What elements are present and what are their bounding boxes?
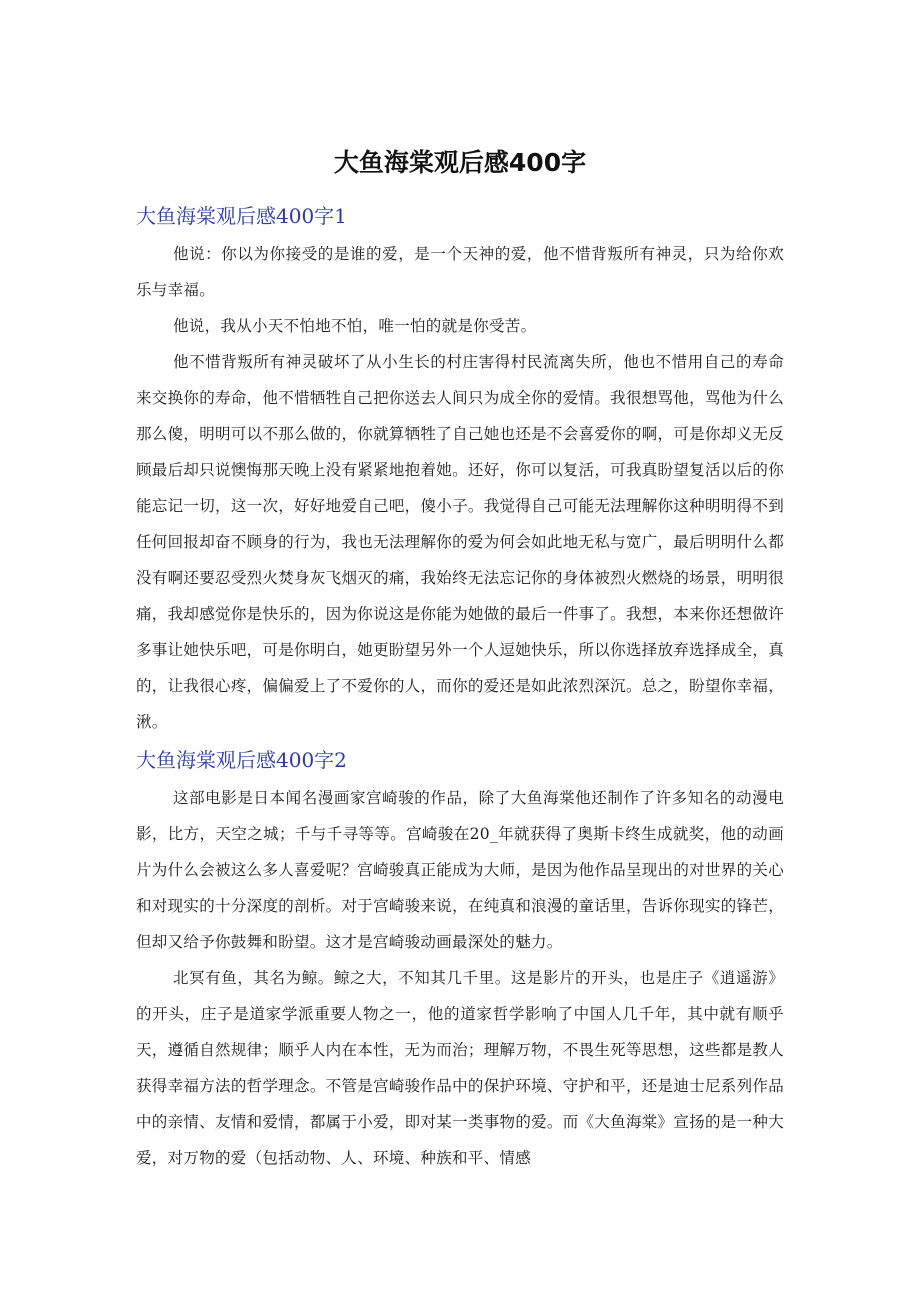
paragraph: 他说，我从小天不怕地不怕，唯一怕的就是你受苦。 [173, 317, 537, 335]
document-title: 大鱼海棠观后感400字 [333, 148, 587, 177]
document-body [136, 196, 784, 1176]
paragraph: 他说：你以为你接受的是谁的爱，是一个天神的爱，他不惜背叛所有神灵，只为给你欢乐与幸福。 [136, 245, 784, 299]
paragraph: 这部电影是日本闻名漫画家宫崎骏的作品，除了大鱼海棠他还制作了许多知名的动漫电影，比方，天空之城；千与千寻等等。宫崎骏在20_年就获得了奥斯卡终生成就奖，他的动画片为什么会被这么多人喜爱呢？宫崎骏真正能成为大师，是因为他作品呈现出的对世界的关心和对现实的十分深度的剖析。对于宫崎骏来说，在纯真和浪漫的童话里，告诉你现实的锋芒，但却又给予你鼓舞和盼望。这才是宫崎骏动画最深处的魅力。 [136, 789, 784, 951]
section-heading: 大鱼海棠观后感400字2 [136, 748, 347, 772]
section-2 [136, 740, 784, 1176]
section-1 [136, 196, 784, 740]
paragraph: 他不惜背叛所有神灵破坏了从小生长的村庄害得村民流离失所，他也不惜用自己的寿命来交换你的寿命，他不惜牺牲自己把你送去人间只为成全你的爱情。我很想骂他，骂他为什么那么傻，明明可以不那么做的，你就算牺牲了自己她也还是不会喜爱你的啊，可是你却义无反顾最后却只说懊悔那天晚上没有紧紧地抱着她。还好，你可以复活，可我真盼望复活以后的你能忘记一切，这一次，好好地爱自己吧，傻小子。我觉得自己可能无法理解你这种明明得不到任何回报却奋不顾身的行为，我也无法理解你的爱为何会如此地无私与宽广，最后明明什么都没有啊还要忍受烈火焚身灰飞烟灭的痛，我始终无法忘记你的身体被烈火燃烧的场景，明明很痛，我却感觉你是快乐的，因为你说这是你能为她做的最后一件事了。我想，本来你还想做许多事让她快乐吧，可是你明白，她更盼望另外一个人逗她快乐，所以你选择放弃选择成全，真的，让我很心疼，偏偏爱上了不爱你的人，而你的爱还是如此浓烈深沉。总之，盼望你幸福，湫。 [136, 353, 784, 731]
section-heading: 大鱼海棠观后感400字1 [136, 204, 347, 228]
paragraph: 北冥有鱼，其名为鲸。鲸之大，不知其几千里。这是影片的开头，也是庄子《逍遥游》的开头，庄子是道家学派重要人物之一，他的道家哲学影响了中国人几千年，其中就有顺乎天，遵循自然规律；顺乎人内在本性，无为而治；理解万物，不畏生死等思想，这些都是教人获得幸福方法的哲学理念。不管是宫崎骏作品中的保护环境、守护和平，还是迪士尼系列作品中的亲情、友情和爱情，都属于小爱，即对某一类事物的爱。而《大鱼海棠》宣扬的是一种大爱，对万物的爱（包括动物、人、环境、种族和平、情感 [136, 969, 784, 1167]
